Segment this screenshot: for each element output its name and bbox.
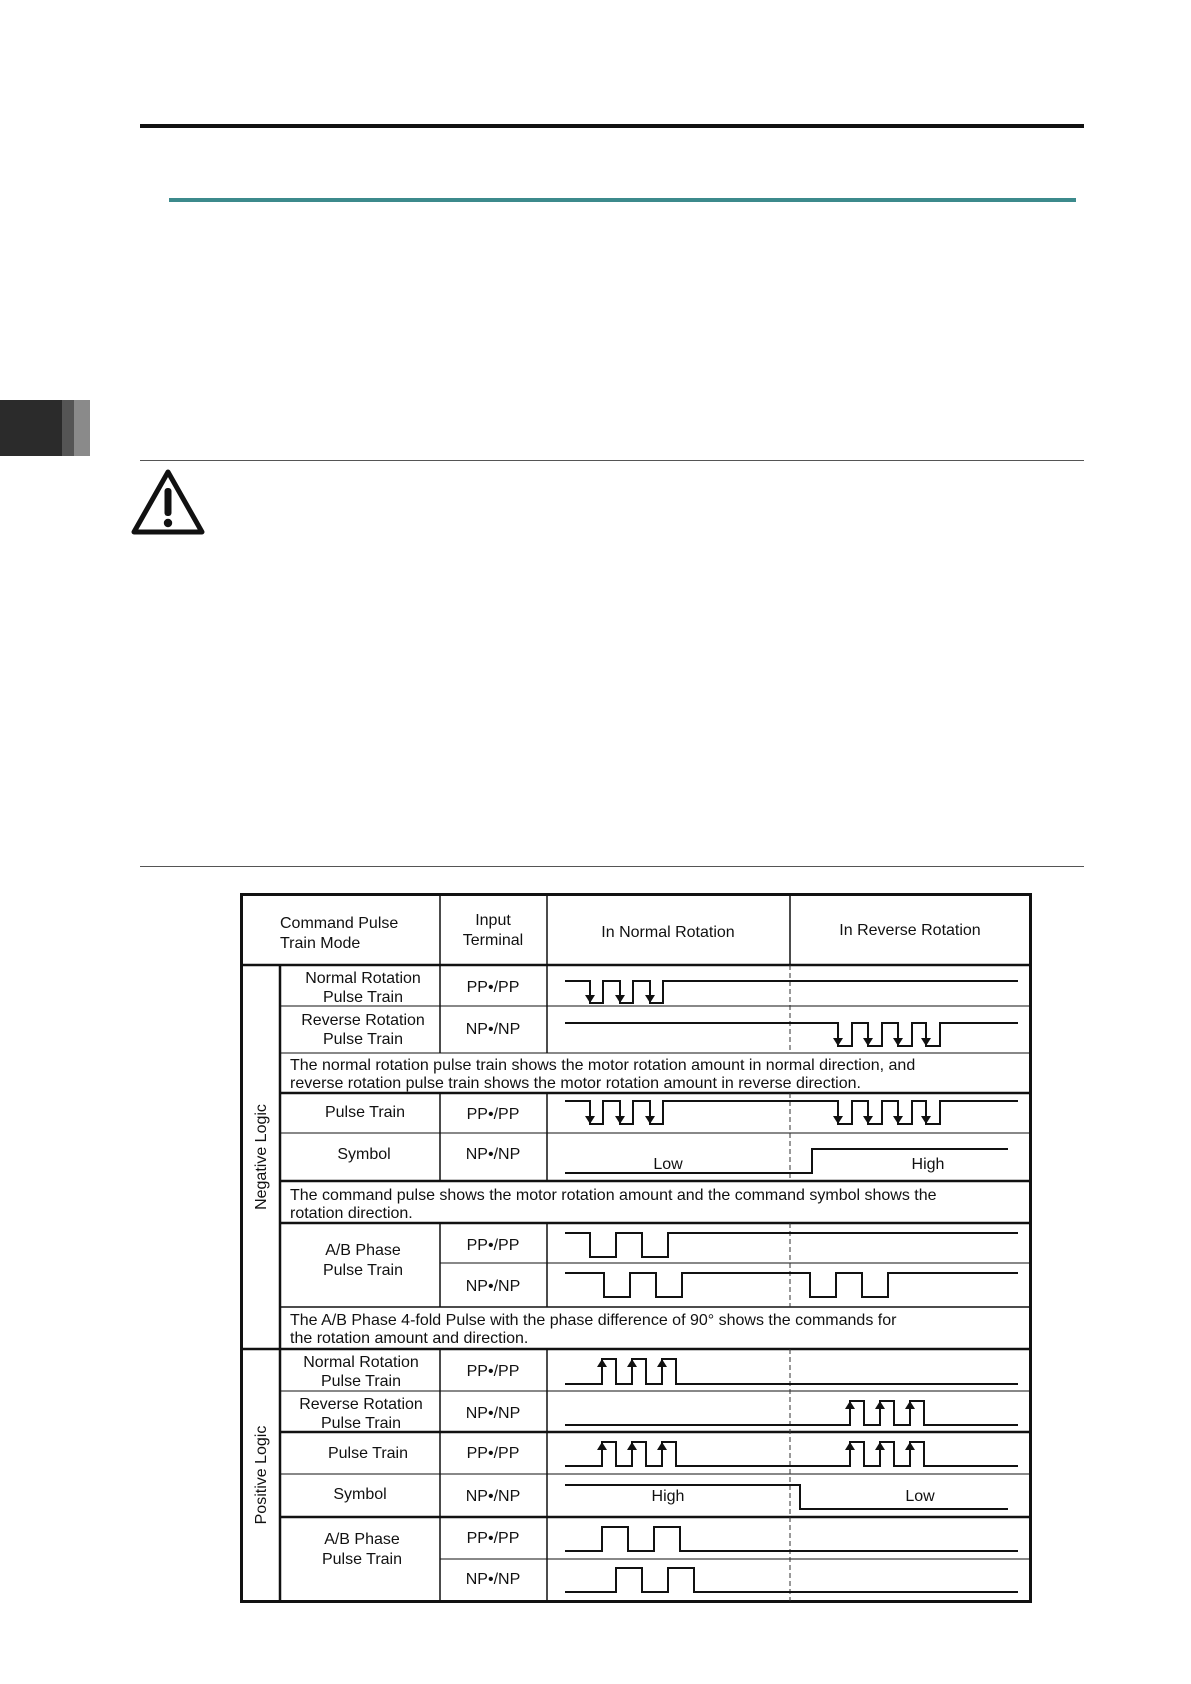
level-high: High	[651, 1488, 685, 1505]
row-ab-phase-line1: A/B Phase	[325, 1242, 401, 1259]
terminal-pp: PP•/PP	[466, 1106, 520, 1123]
row-reverse-rotation-line1: Reverse Rotation	[299, 1396, 423, 1413]
row-normal-rotation-line1: Normal Rotation	[303, 1354, 419, 1371]
chapter-tab-marker	[0, 400, 62, 456]
row-ab-phase-line2: Pulse Train	[321, 1551, 403, 1568]
terminal-pp: PP•/PP	[466, 1445, 520, 1462]
terminal-np: NP•/NP	[465, 1278, 521, 1295]
header-rule	[140, 124, 1084, 128]
row-normal-rotation-line2: Pulse Train	[322, 989, 404, 1006]
terminal-np: NP•/NP	[465, 1571, 521, 1588]
level-high: High	[911, 1156, 945, 1173]
terminal-pp: PP•/PP	[466, 1530, 520, 1547]
row-reverse-rotation-line1: Reverse Rotation	[301, 1012, 425, 1029]
group-positive-logic: Positive Logic	[253, 1425, 270, 1525]
row-ab-phase-line1: A/B Phase	[324, 1531, 400, 1548]
row-symbol: Symbol	[337, 1146, 391, 1163]
row-normal-rotation-line1: Normal Rotation	[305, 970, 421, 987]
caution-box-top-rule	[140, 460, 1084, 461]
note-3-line2: the rotation amount and direction.	[290, 1330, 529, 1347]
chapter-tab-marker-light	[74, 400, 90, 456]
note-2-line1: The command pulse shows the motor rotation amount and the command symbol shows the	[290, 1187, 937, 1204]
level-low: Low	[653, 1156, 683, 1173]
row-reverse-rotation-line2: Pulse Train	[322, 1031, 404, 1048]
warning-triangle-icon	[130, 468, 206, 536]
row-pulse-train: Pulse Train	[327, 1445, 409, 1462]
row-normal-rotation-line2: Pulse Train	[320, 1373, 402, 1390]
chapter-tab-marker-mid	[62, 400, 74, 456]
header-terminal-line1: Input	[475, 912, 511, 929]
section-title-rule	[169, 198, 1076, 202]
terminal-pp: PP•/PP	[466, 979, 520, 996]
row-reverse-rotation-line2: Pulse Train	[320, 1415, 402, 1432]
terminal-pp: PP•/PP	[466, 1237, 520, 1254]
row-pulse-train: Pulse Train	[324, 1104, 406, 1121]
terminal-np: NP•/NP	[465, 1488, 521, 1505]
header-mode-line2: Train Mode	[280, 935, 361, 952]
header-reverse-rotation: In Reverse Rotation	[839, 922, 981, 939]
caution-box-bottom-rule	[140, 866, 1084, 867]
terminal-pp: PP•/PP	[466, 1363, 520, 1380]
command-pulse-train-table	[240, 893, 1032, 1603]
row-symbol: Symbol	[333, 1486, 387, 1503]
terminal-np: NP•/NP	[465, 1146, 521, 1163]
row-ab-phase-line2: Pulse Train	[322, 1262, 404, 1279]
note-1-line2: reverse rotation pulse train shows the motor rotation amount in reverse direction.	[290, 1075, 861, 1092]
terminal-np: NP•/NP	[465, 1405, 521, 1422]
header-normal-rotation: In Normal Rotation	[601, 924, 735, 941]
note-1-line1: The normal rotation pulse train shows the motor rotation amount in normal direction, and	[290, 1057, 916, 1074]
note-3-line1: The A/B Phase 4-fold Pulse with the phase difference of 90° shows the commands for	[290, 1312, 897, 1329]
group-negative-logic: Negative Logic	[253, 1104, 270, 1210]
note-2-line2: rotation direction.	[290, 1205, 413, 1222]
terminal-np: NP•/NP	[465, 1021, 521, 1038]
level-low: Low	[905, 1488, 935, 1505]
header-terminal-line2: Terminal	[462, 932, 524, 949]
header-mode-line1: Command Pulse	[280, 915, 399, 932]
